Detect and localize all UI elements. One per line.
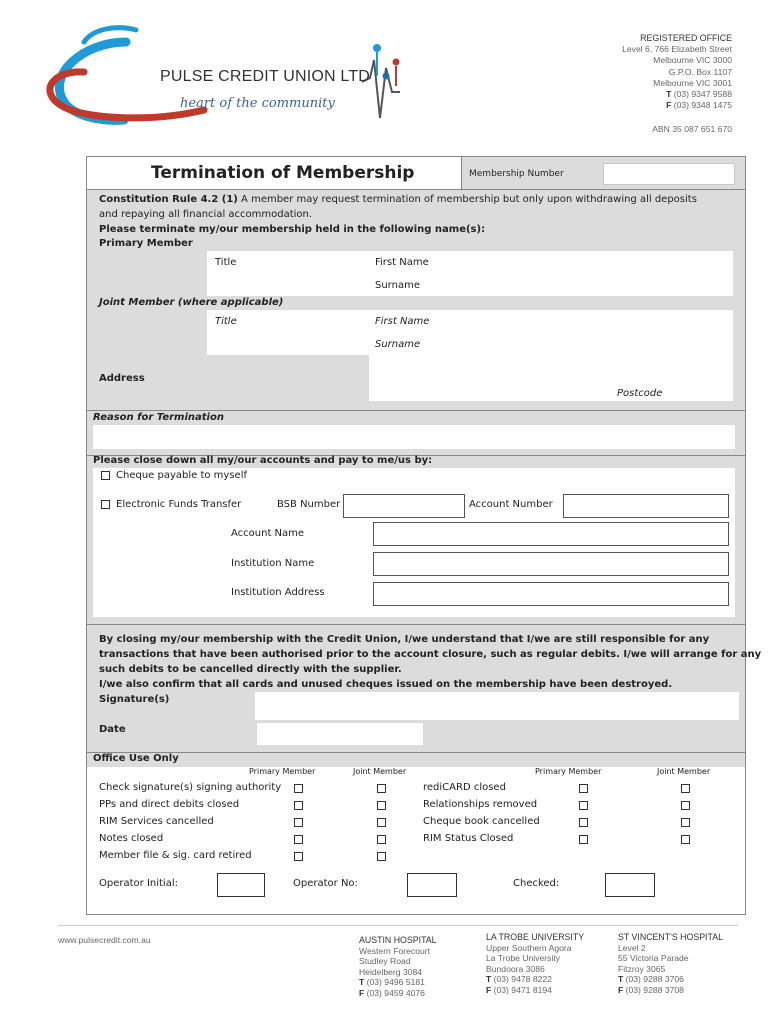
joint-title-label: Title bbox=[215, 316, 237, 327]
office-line3: G.P.O. Box 1107 bbox=[668, 66, 732, 77]
joint-surname-label: Surname bbox=[375, 339, 421, 350]
joint-checkbox[interactable] bbox=[377, 801, 386, 810]
col-primary-right: Primary Member bbox=[535, 767, 602, 776]
date-label: Date bbox=[99, 724, 126, 735]
primary-checkbox[interactable] bbox=[294, 801, 303, 810]
institution-name-label: Institution Name bbox=[231, 558, 315, 569]
office-right-item: RIM Status Closed bbox=[423, 833, 514, 844]
office-line4: Melbourne VIC 3001 bbox=[653, 77, 732, 88]
rule-line1: Constitution Rule 4.2 (1) A member may request termination of membership but only upon withdrawing all deposits bbox=[99, 194, 697, 205]
office-right-item: Cheque book cancelled bbox=[423, 816, 540, 827]
office-use-band bbox=[87, 753, 745, 767]
termination-form bbox=[86, 156, 762, 915]
office-line2: Melbourne VIC 3000 bbox=[653, 55, 732, 66]
cheque-checkbox[interactable] bbox=[101, 471, 110, 480]
primary-checkbox[interactable] bbox=[294, 784, 303, 793]
rule-line2: and repaying all financial accommodation. bbox=[99, 209, 313, 220]
branch-latrobe: LA TROBE UNIVERSITY Upper Southern Agora La Trobe University Bundoora 3086 T (03) 9478 8222 F (03) 9471 8194 bbox=[486, 932, 585, 995]
registered-office bbox=[622, 33, 732, 136]
checked-label: Checked: bbox=[513, 878, 560, 889]
declaration-line4: I/we also confirm that all cards and unused cheques issued on the membership have been destroyed. bbox=[99, 679, 673, 690]
reason-label: Reason for Termination bbox=[93, 412, 224, 423]
office-abn: ABN 35 087 651 670 bbox=[652, 124, 732, 135]
primary-checkbox[interactable] bbox=[579, 801, 588, 810]
declaration-line3: such debits to be cancelled directly with the supplier. bbox=[99, 664, 402, 675]
office-right-item: rediCARD closed bbox=[423, 782, 506, 793]
primary-surname-label: Surname bbox=[375, 280, 420, 291]
postcode-label: Postcode bbox=[617, 388, 663, 399]
close-accounts-label: Please close down all my/our accounts and pay to me/us by: bbox=[93, 455, 433, 466]
operator-initial-field[interactable] bbox=[217, 873, 265, 897]
joint-first-name-label: First Name bbox=[375, 316, 430, 327]
office-right-item: Relationships removed bbox=[423, 799, 538, 810]
primary-checkbox[interactable] bbox=[579, 818, 588, 827]
checked-field[interactable] bbox=[605, 873, 655, 897]
eft-option[interactable]: Electronic Funds Transfer bbox=[101, 499, 241, 510]
primary-member-heading: Primary Member bbox=[99, 238, 193, 249]
office-use-title: Office Use Only bbox=[93, 753, 179, 764]
account-number-label: Account Number bbox=[469, 499, 553, 510]
bsb-field[interactable] bbox=[343, 494, 465, 518]
primary-checkbox[interactable] bbox=[294, 835, 303, 844]
form-title: Termination of Membership bbox=[151, 163, 415, 183]
institution-address-label: Institution Address bbox=[231, 587, 325, 598]
joint-member-heading: Joint Member (where applicable) bbox=[99, 297, 284, 308]
primary-member-fields bbox=[207, 251, 733, 296]
office-fax: F (03) 9348 1475 bbox=[666, 100, 732, 111]
website[interactable]: www.pulsecredit.com.au bbox=[58, 935, 151, 945]
address-field[interactable] bbox=[369, 355, 733, 401]
signature-label: Signature(s) bbox=[99, 694, 170, 705]
joint-checkbox[interactable] bbox=[681, 784, 690, 793]
joint-member-fields bbox=[207, 310, 733, 355]
primary-checkbox[interactable] bbox=[579, 784, 588, 793]
col-joint-right: Joint Member bbox=[657, 767, 711, 776]
date-field[interactable] bbox=[257, 723, 423, 745]
joint-checkbox[interactable] bbox=[681, 835, 690, 844]
org-name: PULSE CREDIT UNION LTD bbox=[160, 68, 371, 85]
operator-no-field[interactable] bbox=[407, 873, 457, 897]
primary-checkbox[interactable] bbox=[294, 852, 303, 861]
account-number-field[interactable] bbox=[563, 494, 729, 518]
eft-checkbox[interactable] bbox=[101, 500, 110, 509]
office-left-item: PPs and direct debits closed bbox=[99, 799, 240, 810]
declaration-line1: By closing my/our membership with the Credit Union, I/we understand that I/we are still responsible for any bbox=[99, 634, 710, 645]
operator-no-label: Operator No: bbox=[293, 878, 358, 889]
joint-checkbox[interactable] bbox=[377, 835, 386, 844]
membership-number-field[interactable] bbox=[603, 163, 735, 185]
office-title: REGISTERED OFFICE bbox=[640, 33, 732, 43]
institution-name-field[interactable] bbox=[373, 552, 729, 576]
office-phone: T (03) 9347 9588 bbox=[666, 89, 732, 100]
joint-checkbox[interactable] bbox=[377, 852, 386, 861]
branch-austin: AUSTIN HOSPITAL Western Forecourt Studley Road Heidelberg 3084 T (03) 9496 5181 F (03) 9459 4076 bbox=[359, 935, 437, 998]
office-left-item: Notes closed bbox=[99, 833, 164, 844]
office-left-item: RIM Services cancelled bbox=[99, 816, 214, 827]
reason-field[interactable] bbox=[93, 425, 735, 449]
account-name-label: Account Name bbox=[231, 528, 305, 539]
primary-checkbox[interactable] bbox=[294, 818, 303, 827]
joint-checkbox[interactable] bbox=[377, 818, 386, 827]
please-terminate: Please terminate my/our membership held in the following name(s): bbox=[99, 224, 486, 235]
branch-stvincent: ST VINCENT'S HOSPITAL Level 2 55 Victoria Parade Fitzroy 3065 T (03) 9288 3706 F (03) 9288 3708 bbox=[618, 932, 723, 995]
tagline: heart of the community bbox=[180, 96, 335, 111]
operator-initial-label: Operator Initial: bbox=[99, 878, 178, 889]
office-left-item: Check signature(s) signing authority bbox=[99, 782, 282, 793]
membership-number-label: Membership Number bbox=[469, 169, 564, 179]
primary-checkbox[interactable] bbox=[579, 835, 588, 844]
office-left-item: Member file & sig. card retired bbox=[99, 850, 252, 861]
institution-address-field[interactable] bbox=[373, 582, 729, 606]
cheque-option[interactable]: Cheque payable to myself bbox=[101, 470, 247, 481]
joint-checkbox[interactable] bbox=[681, 818, 690, 827]
declaration-line2: transactions that have been authorised prior to the account closure, such as regular debits. I/we will arrange for any bbox=[99, 649, 762, 660]
account-name-field[interactable] bbox=[373, 522, 729, 546]
primary-title-label: Title bbox=[215, 257, 237, 268]
col-primary-left: Primary Member bbox=[249, 767, 316, 776]
col-joint-left: Joint Member bbox=[353, 767, 407, 776]
primary-first-name-label: First Name bbox=[375, 257, 429, 268]
office-line1: Level 6, 766 Elizabeth Street bbox=[622, 44, 732, 55]
signature-field[interactable] bbox=[255, 692, 739, 720]
joint-checkbox[interactable] bbox=[681, 801, 690, 810]
joint-checkbox[interactable] bbox=[377, 784, 386, 793]
bsb-label: BSB Number bbox=[277, 499, 341, 510]
address-label: Address bbox=[99, 373, 145, 384]
